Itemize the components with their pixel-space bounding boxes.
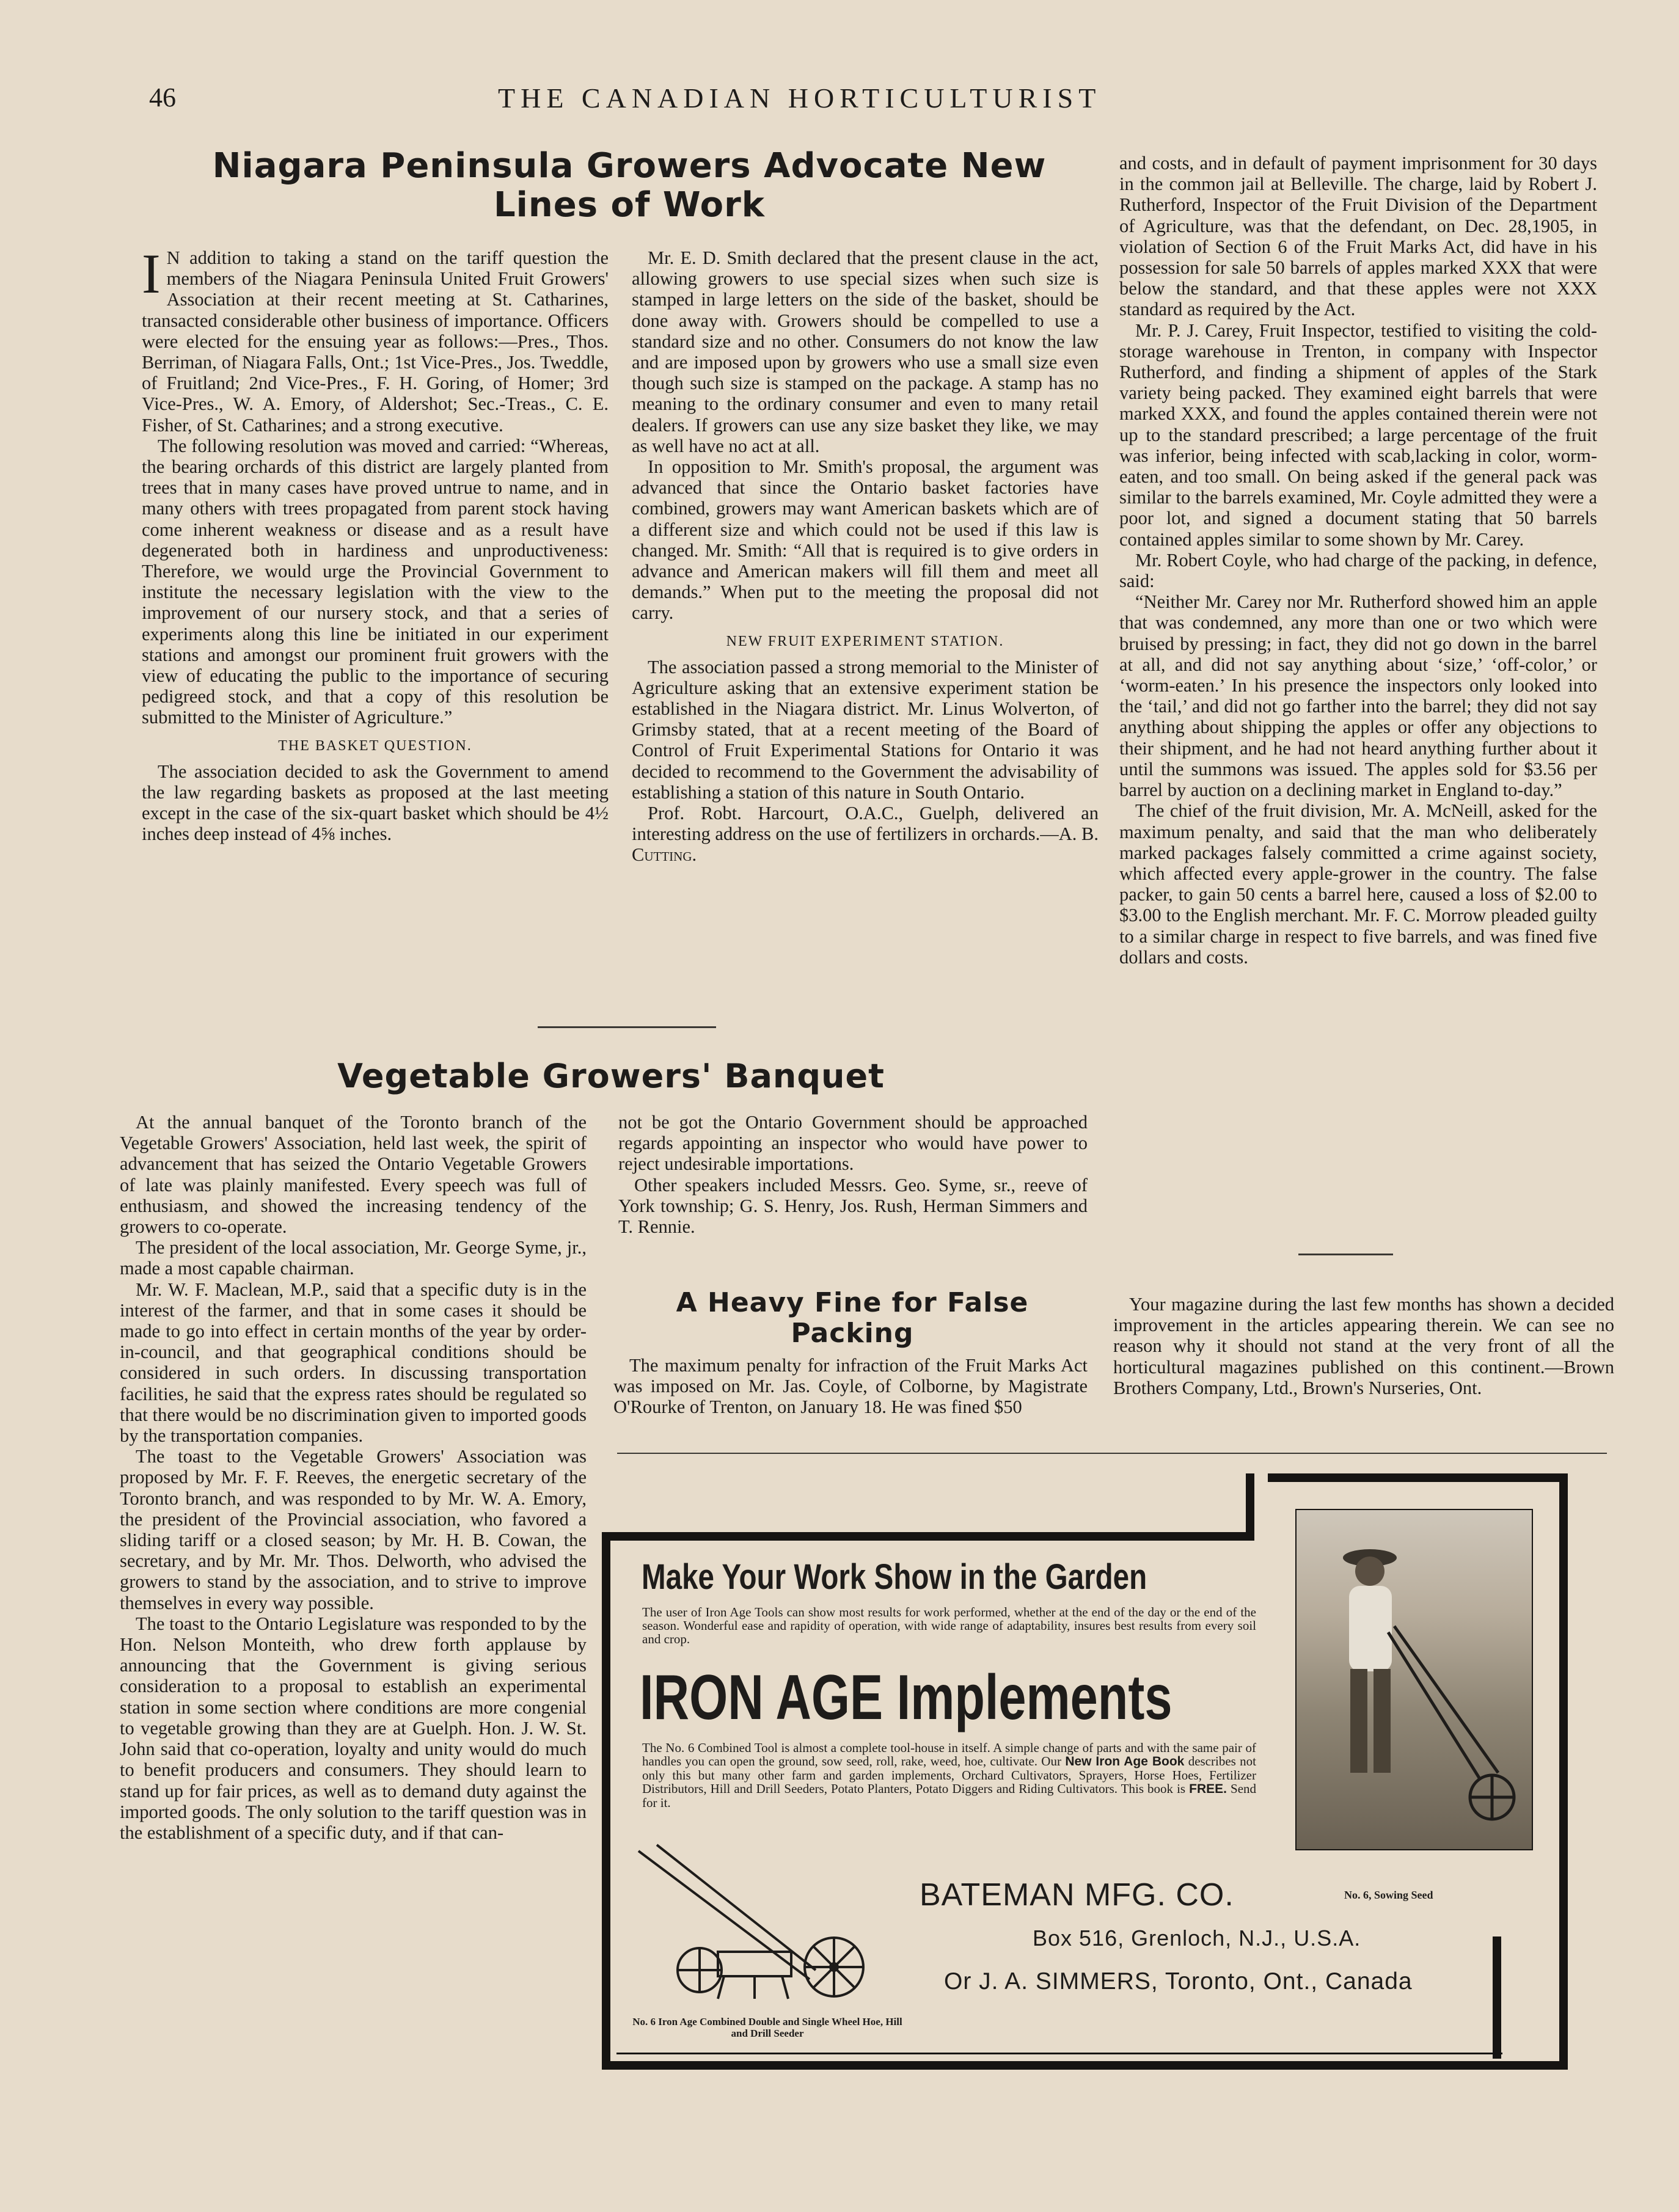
divider-rule — [1298, 1254, 1393, 1255]
article-title-line2: Packing — [791, 1318, 914, 1349]
ad-company: BATEMAN MFG. CO. — [920, 1877, 1234, 1913]
ad-body — [642, 1741, 1256, 1809]
article-fine-title — [617, 1288, 1088, 1349]
paragraph: Your magazine during the last few months has shown a decided improvement in the articles appearing therein. We can see no reason why it should not stand at the very front of all the horticultural magazines published on this continent.—Brown Brothers Company, Ltd., Brown's Nurseries, Ont. — [1113, 1294, 1614, 1398]
paragraph: Mr. Robert Coyle, who had charge of the packing, in defence, said: — [1119, 549, 1597, 592]
paragraph: Mr. P. J. Carey, Fruit Inspector, testified to visiting the cold-storage warehouse in Trenton, in company with Inspector Rutherford, and finding a shipment of apples of the Stark variety being packed. They examined eight barrels that were marked XXX, and found the apples contained therein were not up to the standard prescribed; a large percentage of the fruit was inferior, being infected with scab,lacking in color, worm-eaten, and too small. On being asked if the general pack was similar to the barrels examined, Mr. Coyle admitted they were a poor lot, and signed a document stating that 50 barrels contained apples similar to some shown by Mr. Carey. — [1119, 319, 1597, 550]
ad-headline: Make Your Work Show in the Garden — [642, 1557, 1147, 1597]
paragraph: The maximum penalty for infraction of the Fruit Marks Act was imposed on Mr. Jas. Coyle, of Colborne, by Magistrate O'Rourke of Trenton, on January 18. He was fined $50 — [613, 1355, 1088, 1418]
article-niagara-col2 — [632, 247, 1099, 866]
ad-border-right — [1559, 1473, 1568, 2069]
divider-rule — [538, 1026, 716, 1028]
paragraph: The toast to the Vegetable Growers' Association was proposed by Mr. F. F. Reeves, the energetic secretary of the Toronto branch, and was responded to by Mr. W. A. Emory, the president of the Provincial association, who favored a sliding tariff or a closed season; by Mr. H. B. Cowan, the secretary, and by Mr. Mr. Thos. Delworth, who advised the growers to stand by the association, and to strive to improve themselves in every way possible. — [120, 1446, 587, 1613]
ad-border-top-right — [1268, 1473, 1567, 1482]
paragraph: The president of the local association, Mr. George Syme, jr., made a most capable chairman. — [120, 1237, 587, 1279]
article-banquet-col2 — [618, 1112, 1088, 1237]
ad-brand: IRON AGE Implements — [640, 1662, 1172, 1733]
ad-border-left — [602, 1532, 610, 2070]
paragraph — [632, 803, 1099, 866]
author: Cutting. — [632, 844, 697, 866]
paragraph: The following resolution was moved and carried: “Whereas, the bearing orchards of this district are largely planted from trees that in many cases have proved untrue to name, and in many others with trees propagated from parent stock having come inherent weakness or disease and as a result have degenerated both in hardiness and unproductiveness: Therefore, we would urge the Provincial Government to institute the necessary legislation with the view to the improvement of our nursery stock, and that a series of experiments along this line be initiated in our experiment stations and amongst our prominent fruit growers with the view of educating the public to the importance of securing pedigreed stock, and that a copy of this resolution be submitted to the Minister of Agriculture.” — [142, 435, 609, 728]
ad-intro: The user of Iron Age Tools can show most results for work performed, whether at the end of the day or the end of the season. Wonderful ease and rapidity of operation, with wide range of adaptability, insures best results from every soil and crop. — [642, 1605, 1256, 1646]
article-fine-body — [613, 1355, 1088, 1418]
ad-inner-rule — [1493, 1936, 1501, 2059]
paragraph-text: N addition to taking a stand on the tariff question the members of the Niagara Peninsula United Fruit Growers' Association at their recent meeting at St. Catharines, transacted considerable other business of importance. Officers were elected for the ensuing year as follows:—Pres., Thos. Berriman, of Niagara Falls, Ont.; 1st Vice-Pres., Jos. Tweddle, of Fruitland; 2nd Vice-Pres., F. H. Goring, of Homer; 3rd Vice-Pres., W. A. Emory, of Aldershot; Sec.-Treas., C. E. Fisher, of St. Catharines; and a strong executive. — [142, 247, 609, 436]
ad-tool-caption: No. 6 Iron Age Combined Double and Single Wheel Hoe, Hill and Drill Seeder — [632, 2016, 902, 2039]
ad-inner-rule — [616, 2053, 1502, 2054]
article-title-line1: Niagara Peninsula Growers Advocate New — [212, 146, 1047, 186]
ad-body-text-2: describes not only this but many other farm and garden implements, Orchard Cultivators, Sprayers, Horse Hoes, Fertilizer Distributors, Hill and Drill Seeders, Potato Planters, Potato Diggers and Riding Cultivators. This book is — [642, 1754, 1256, 1796]
paragraph: The association passed a strong memorial to the Minister of Agriculture asking that an extensive experiment station be established in the Niagara district. Mr. Linus Wolverton, of Grimsby stated, that at a recent meeting of the Board of Control of Fruit Experimental Stations for Ontario it was decided to recommend to the Government the advisability of establishing a station of this nature in South Ontario. — [632, 656, 1099, 803]
paragraph: not be got the Ontario Government should be approached regards appointing an inspector who would have power to reject undesirable importations. — [618, 1112, 1088, 1175]
ad-border-top-left — [602, 1532, 1253, 1541]
ad-border-bottom — [602, 2061, 1568, 2070]
paragraph: Mr. W. F. Maclean, M.P., said that a specific duty is in the interest of the farmer, and that in some cases it should be made to go into effect in certain months of the year by order-in-council, and that geographical conditions should be considered in such orders. In discussing transportation facilities, he said that the express rates should be regulated so that there would be no discrimination given to imported goods by the transportation companies. — [120, 1279, 587, 1447]
ad-body-text: The No. 6 Combined Tool is almost a complete tool-house in itself. A simple change of parts and with the same pair of handles you can open the ground, sow seed, roll, rake, weed, hoe, cultivate. Our — [642, 1740, 1256, 1769]
testimonial — [1113, 1294, 1614, 1398]
paragraph: At the annual banquet of the Toronto branch of the Vegetable Growers' Association, held last week, the spirit of advancement that has seized the Ontario Vegetable Growers of late was plainly manifested. Every speech was full of enthusiasm, and showed the increasing tendency of the growers to co-operate. — [120, 1112, 587, 1238]
ad-border-step — [1246, 1473, 1254, 1541]
article-title-line1: A Heavy Fine for False — [676, 1287, 1029, 1318]
advertisement — [602, 1466, 1579, 2077]
man-with-seeder-figure — [1297, 1510, 1532, 1849]
ad-address: Box 516, Grenloch, N.J., U.S.A. — [1033, 1925, 1361, 1951]
ad-photo-caption: No. 6, Sowing Seed — [1344, 1889, 1433, 1901]
wheel-hoe-illustration — [632, 1839, 895, 2004]
paragraph: Mr. E. D. Smith declared that the present clause in the act, allowing growers to use special sizes when such size is stamped in large letters on the side of the basket, should be done away with. Growers should be compelled to use a standard size and no other. Consumers do not know the law and are imposed upon by growers who use a small size even though such size is stamped on the package. A stamp has no meaning to the ordinary consumer and even to many retail dealers. If growers can use any size basket they like, we may as well have no act at all. — [632, 247, 1099, 456]
paragraph: In opposition to Mr. Smith's proposal, the argument was advanced that since the Ontario basket factories have combined, growers may want American baskets which are of a different size and which could not be used if this law is changed. Mr. Smith: “All that is required is to give orders in advance and American makers will fill them and meet all demands.” When put to the meeting the proposal did not carry. — [632, 456, 1099, 624]
article-banquet-title: Vegetable Growers' Banquet — [337, 1057, 885, 1095]
paragraph: The chief of the fruit division, Mr. A. McNeill, asked for the maximum penalty, and said that the man who deliberately marked packages falsely committed a crime against society, which affected every apple-grower in the country. The false packer, to gain 50 cents a barrel here, caused a loss of $2.00 to $3.00 to the English merchant. Mr. F. C. Morrow pleaded guilty to a similar charge in respect to five barrels, and was fined five dollars and costs. — [1119, 800, 1597, 968]
article-niagara-title — [141, 147, 1118, 225]
ad-alt-agent: Or J. A. SIMMERS, Toronto, Ont., Canada — [944, 1968, 1413, 1995]
divider-rule — [617, 1453, 1607, 1454]
paragraph: “Neither Mr. Carey nor Mr. Rutherford showed him an apple that was condemned, any more than one or two which were bruised by pressing; in fact, they did not go down in the barrel at all, and did not say anything about ‘size,’ ‘off-color,’ or ‘worm-eaten.’ In his presence the inspectors only looked into the ‘tail,’ and did not go farther into the barrel; they did not say anything about shipping the apples or offer any objections to their shipment, and he had not heard anything further about it until the summons was issued. The apples sold for $3.56 per barrel by auction on a declining market in England to-day.” — [1119, 591, 1597, 801]
paragraph: The association decided to ask the Government to amend the law regarding baskets as proposed at the last meeting except in the case of the six-quart basket which should be 4½ inches deep instead of 4⅝ inches. — [142, 761, 609, 845]
subheading-station: NEW FRUIT EXPERIMENT STATION. — [726, 633, 1004, 649]
ad-free: FREE. — [1189, 1782, 1227, 1796]
article-title-line2: Lines of Work — [494, 185, 765, 225]
magazine-title: THE CANADIAN HORTICULTURIST — [498, 82, 1102, 114]
right-column — [1119, 153, 1597, 968]
paragraph — [142, 243, 609, 436]
sowing-seed-photo — [1295, 1509, 1533, 1850]
ad-send: Send for it. — [642, 1781, 1257, 1810]
ad-book: New Iron Age Book — [1065, 1754, 1185, 1769]
article-niagara-col1 — [142, 243, 609, 845]
page-number: 46 — [149, 82, 176, 112]
drop-cap: I — [142, 243, 161, 305]
paragraph: Other speakers included Messrs. Geo. Syme, sr., reeve of York township; G. S. Henry, Jos. Rush, Herman Simmers and T. Rennie. — [618, 1174, 1088, 1238]
paragraph: The toast to the Ontario Legislature was responded to by the Hon. Nelson Monteith, who drew forth applause by announcing that the Government is giving serious consideration to a proposal to establish an experimental station in some section where conditions are more congenial to vegetable growing than they are at Guelph. Hon. J. W. St. John said that co-operation, loyalty and unity would do much to benefit producers and consumers. They should learn to stand up for fair prices, as well as to demand duty against the imported goods. The only solution to the tariff question was in the establishment of a specific duty, and if that can- — [120, 1613, 587, 1843]
article-banquet-col1 — [120, 1112, 587, 1843]
paragraph: and costs, and in default of payment imprisonment for 30 days in the common jail at Belleville. The charge, laid by Robert J. Rutherford, Inspector of the Fruit Division of the Department of Agriculture, was that the defendant, on Dec. 28,1905, in violation of Section 6 of the Fruit Marks Act, did have in his possession for sale 50 barrels of apples marked XXX that were below the standard, and that these apples were not XXX standard as required by the Act. — [1119, 153, 1597, 320]
subheading-basket: THE BASKET QUESTION. — [278, 737, 472, 754]
paragraph-text: Prof. Robt. Harcourt, O.A.C., Guelph, delivered an interesting address on the use of fertilizers in orchards.—A. B. — [632, 803, 1099, 845]
